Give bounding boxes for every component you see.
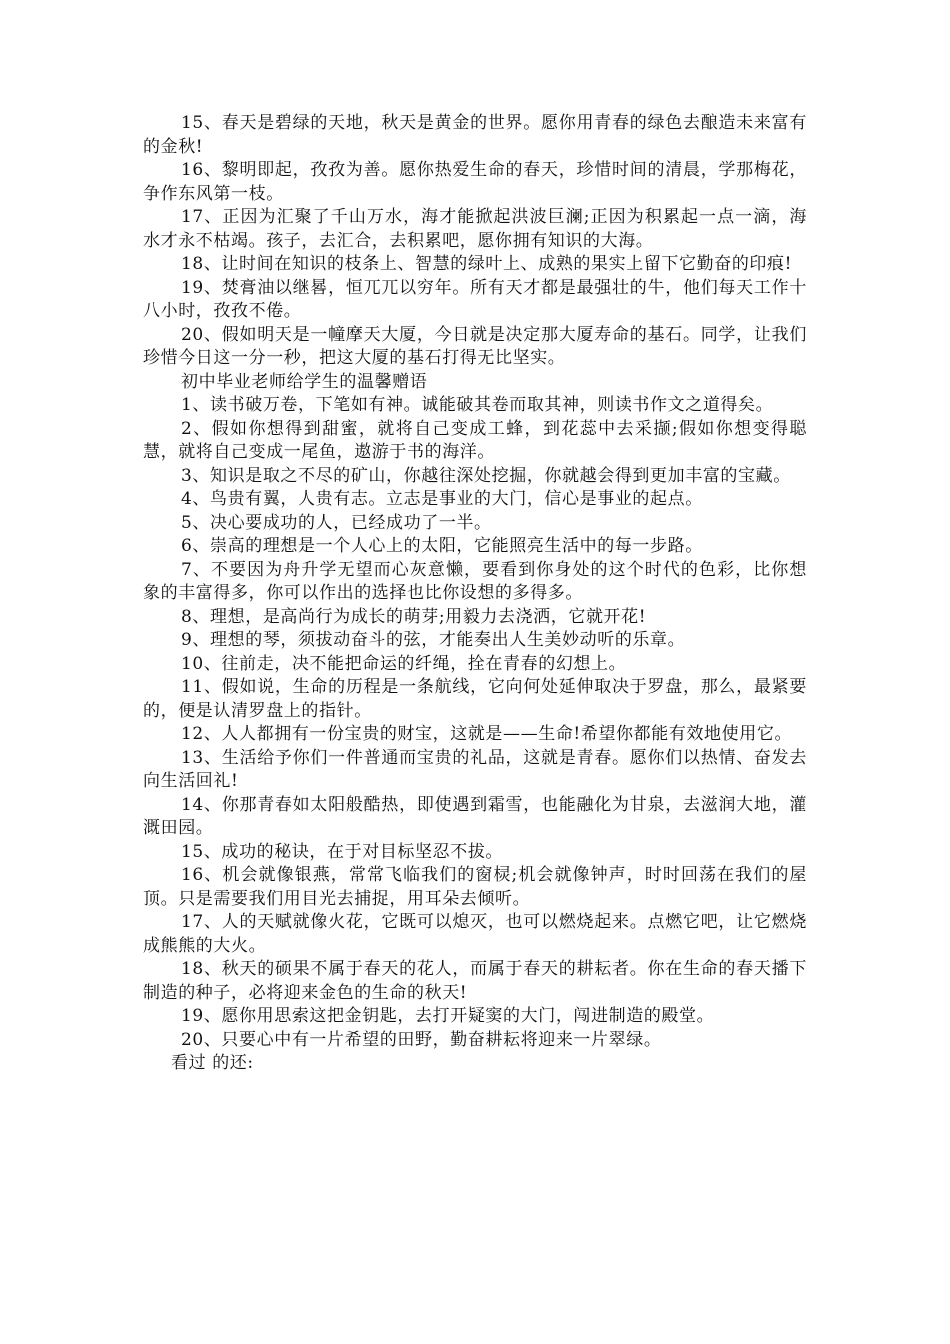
quote-paragraph: 4、鸟贵有翼，人贵有志。立志是事业的大门，信心是事业的起点。	[181, 489, 703, 509]
quote-paragraph: 5、决心要成功的人，已经成功了一半。	[181, 512, 492, 533]
quote-paragraph: 19、愿你用思索这把金钥匙，去打开疑窦的大门，闯进制造的殿堂。	[181, 1006, 715, 1026]
quote-paragraph: 2、假如你想得到甜蜜，就将自己变成工蜂，到花蕊中去采撷;假如你想变得聪慧，就将自己变成一尾鱼，遨游于书的海洋。	[143, 418, 807, 462]
quote-paragraph: 8、理想，是高尚行为成长的萌芽;用毅力去浇洒，它就开花!	[181, 606, 647, 627]
quote-paragraph: 18、让时间在知识的枝条上、智慧的绿叶上、成熟的果实上留下它勤奋的印痕!	[181, 254, 793, 274]
quote-paragraph: 6、崇高的理想是一个人心上的太阳，它能照亮生活中的每一步路。	[181, 536, 703, 556]
quote-paragraph: 19、焚膏油以继晷，恒兀兀以穷年。所有天才都是最强壮的牛，他们每天工作十八小时，孜孜不倦。	[143, 277, 807, 321]
quote-paragraph: 1、读书破万卷，下笔如有神。诚能破其卷而取其神，则读书作文之道得矣。	[181, 395, 774, 415]
quote-paragraph: 16、黎明即起，孜孜为善。愿你热爱生命的春天，珍惜时间的清晨，学那梅花，争作东风第一枝。	[143, 160, 807, 204]
footer-text: 看过 的还:	[171, 1053, 254, 1073]
quote-paragraph: 18、秋天的硕果不属于春天的花人，而属于春天的耕耘者。你在生命的春天播下制造的种子，必将迎来金色的生命的秋天!	[143, 959, 807, 1003]
quote-paragraph: 20、假如明天是一幢摩天大厦，今日就是决定那大厦寿命的基石。同学，让我们珍惜今日这一分一秒，把这大厦的基石打得无比坚实。	[143, 324, 807, 368]
quote-paragraph: 13、生活给予你们一件普通而宝贵的礼品，这就是青春。愿你们以热情、奋发去向生活回礼!	[143, 747, 807, 791]
quote-paragraph: 20、只要心中有一片希望的田野，勤奋耕耘将迎来一片翠绿。	[181, 1029, 662, 1050]
quote-paragraph: 7、不要因为舟升学无望而心灰意懒，要看到你身处的这个时代的色彩，比你想象的丰富得多，你可以作出的选择也比你设想的多得多。	[143, 559, 807, 603]
quotes-part-2	[143, 394, 807, 1052]
quote-paragraph: 10、往前走，决不能把命运的纤绳，拴在青春的幻想上。	[181, 653, 627, 674]
quotes-part-1	[143, 112, 807, 371]
quote-paragraph: 14、你那青春如太阳般酷热，即使遇到霜雪，也能融化为甘泉，去滋润大地，灌溉田园。	[143, 794, 807, 838]
quote-paragraph: 15、春天是碧绿的天地，秋天是黄金的世界。愿你用青春的绿色去酿造未来富有的金秋!	[143, 113, 807, 157]
quote-paragraph: 9、理想的琴，须拔动奋斗的弦，才能奏出人生美妙动听的乐章。	[181, 630, 686, 650]
section-title: 初中毕业老师给学生的温馨赠语	[181, 371, 428, 392]
document-page	[143, 112, 807, 1076]
quote-paragraph: 17、正因为汇聚了千山万水，海才能掀起洪波巨澜;正因为积累起一点一滴，海水才永不枯竭。孩子，去汇合，去积累吧，愿你拥有知识的大海。	[143, 207, 807, 251]
quote-paragraph: 15、成功的秘诀，在于对目标坚忍不拔。	[181, 841, 504, 862]
quote-paragraph: 12、人人都拥有一份宝贵的财宝，这就是——生命!希望你都能有效地使用它。	[181, 724, 793, 744]
quote-paragraph: 17、人的天赋就像火花，它既可以熄灭，也可以燃烧起来。点燃它吧，让它燃烧成熊熊的大火。	[143, 912, 807, 956]
quote-paragraph: 3、知识是取之不尽的矿山，你越往深处挖掘，你就越会得到更加丰富的宝藏。	[181, 465, 791, 486]
quote-paragraph: 16、机会就像银燕，常常飞临我们的窗棂;机会就像钟声，时时回荡在我们的屋顶。只是需要我们用目光去捕捉，用耳朵去倾听。	[143, 865, 807, 909]
quote-paragraph: 11、假如说，生命的历程是一条航线，它向何处延伸取决于罗盘，那么，最紧要的，便是认清罗盘上的指针。	[143, 677, 807, 721]
